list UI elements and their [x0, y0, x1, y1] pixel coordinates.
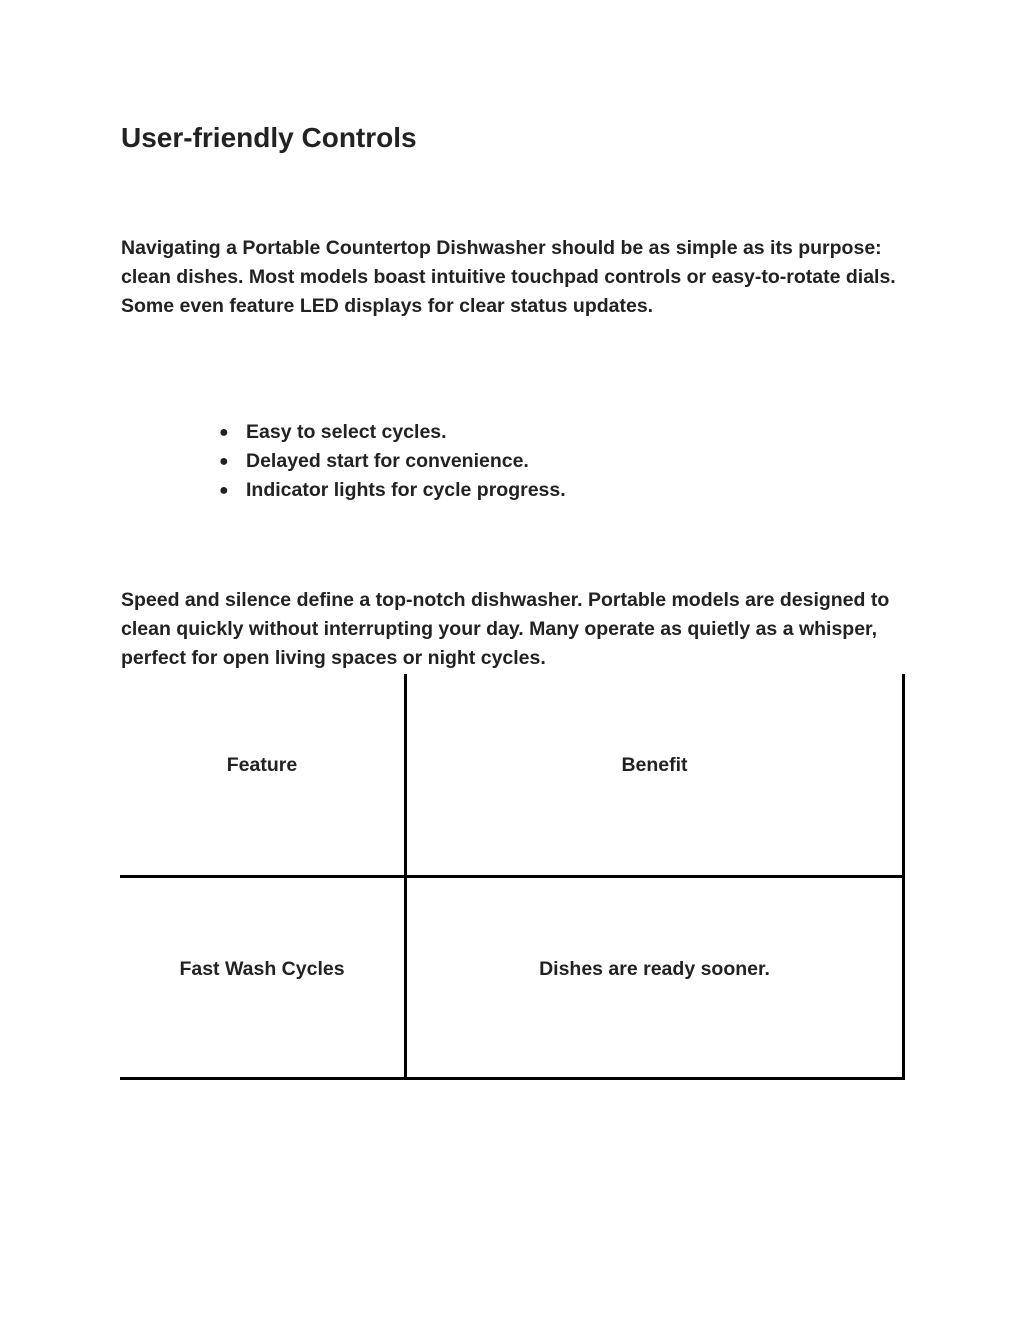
feature-benefit-table: [120, 674, 905, 1080]
feature-bullet-list: [214, 418, 566, 505]
bullet-icon: ●: [219, 453, 229, 470]
table-cell: Dishes are ready sooner.: [539, 957, 770, 980]
list-item: [214, 418, 566, 447]
page-title: User-friendly Controls: [121, 122, 417, 153]
bullet-text: Indicator lights for cycle progress.: [246, 479, 566, 501]
intro-paragraph: Navigating a Portable Countertop Dishwasher should be as simple as its purpose: clean dishes. Most models boast intuitive touchpad controls or easy-to-rotate dials. Some even feature LED displays for clear status updates.: [121, 237, 896, 317]
table-header-feature: Feature: [226, 753, 298, 776]
bullet-text: Delayed start for convenience.: [246, 450, 529, 472]
table-header-benefit: Benefit: [621, 753, 688, 776]
list-item: [214, 447, 566, 476]
bullet-icon: ●: [219, 424, 229, 441]
table-cell: Fast Wash Cycles: [179, 957, 345, 980]
bullet-text: Easy to select cycles.: [246, 421, 447, 443]
list-item: [214, 476, 566, 505]
table-bottom-border: [120, 1077, 905, 1080]
bullet-icon: ●: [219, 482, 229, 499]
speed-paragraph: Speed and silence define a top-notch dishwasher. Portable models are designed to clean quickly without interrupting your day. Many operate as quietly as a whisper, perfect for open living spaces or night cycles.: [121, 589, 890, 669]
